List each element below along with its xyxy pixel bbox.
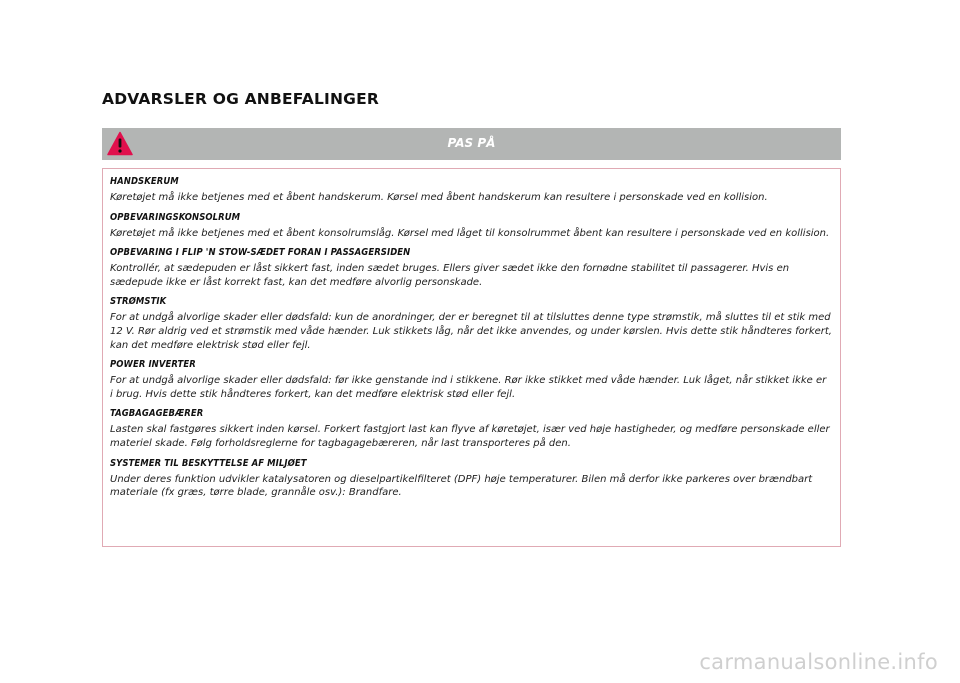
- warning-title: PAS PÅ: [447, 136, 496, 150]
- section-heading: STRØMSTIK: [110, 296, 167, 308]
- section-text: Lasten skal fastgøres sikkert inden kørsel. Forkert fastgjort last kan flyve af køretøjet, især ved høje hastigheder, og medføre personskade eller materiel skade. Følg forholdsreglerne for tagbagagebæreren, når last transporteres på den.: [110, 424, 830, 449]
- section-text: Køretøjet må ikke betjenes med et åbent handskerum. Kørsel med åbent handskerum kan resultere i personskade ved en kollision.: [110, 192, 768, 203]
- section-handskerum: [110, 175, 832, 205]
- page-title: ADVARSLER OG ANBEFALINGER: [102, 90, 380, 108]
- section-flip-n-stow: [110, 246, 832, 289]
- section-text: For at undgå alvorlige skader eller dødsfald: kun de anordninger, der er beregnet til at tilsluttes denne type strømstik, må sluttes til et stik med 12 V. Rør aldrig ved et strømstik med våde hænder. Luk stikkets låg, når det ikke anvendes, og under kørslen. Hvis dette stik håndteres forkert, kan det medføre elektrisk stød eller fejl.: [110, 312, 832, 351]
- warning-banner: [102, 128, 841, 160]
- section-text: For at undgå alvorlige skader eller dødsfald: før ikke genstande ind i stikkene. Rør ikke stikket med våde hænder. Luk låget, når stikket ikke er i brug. Hvis dette stik håndteres forkert, kan det medføre elektrisk stød eller fejl.: [110, 375, 827, 400]
- section-tagbagagebaerer: [110, 407, 832, 450]
- section-heading: TAGBAGAGEBÆRER: [110, 408, 204, 420]
- section-heading: HANDSKERUM: [110, 176, 179, 187]
- warning-content: [102, 168, 841, 547]
- section-text: Køretøjet må ikke betjenes med et åbent konsolrumslåg. Kørsel med låget til konsolrummet åbent kan resultere i personskade ved en kollision.: [110, 227, 830, 239]
- section-heading: OPBEVARING I FLIP 'N STOW-SÆDET FORAN I PASSAGERSIDEN: [110, 247, 411, 259]
- watermark: carmanualsonline.info: [699, 650, 938, 674]
- section-heading: SYSTEMER TIL BESKYTTELSE AF MILJØET: [110, 457, 307, 469]
- section-text: Kontrollér, at sædepuden er låst sikkert fast, inden sædet bruges. Ellers giver sædet ikke den fornødne stabilitet til passagerer. Hvis en sædepude ikke er låst korrekt fast, kan det medføre alvorlig personskade.: [110, 263, 790, 288]
- section-heading: OPBEVARINGSKONSOLRUM: [110, 211, 241, 223]
- section-heading: POWER INVERTER: [110, 359, 196, 371]
- section-miljo: [110, 457, 832, 500]
- section-stromstik: [110, 295, 832, 352]
- section-opbevaringskonsolrum: [110, 211, 832, 241]
- section-power-inverter: [110, 358, 832, 401]
- section-text: Under deres funktion udvikler katalysatoren og dieselpartikelfilteret (DPF) høje temperaturer. Bilen må derfor ikke parkeres over brændbart materiale (fx græs, tørre blade, grannåle osv.): Brandfare.: [110, 473, 813, 499]
